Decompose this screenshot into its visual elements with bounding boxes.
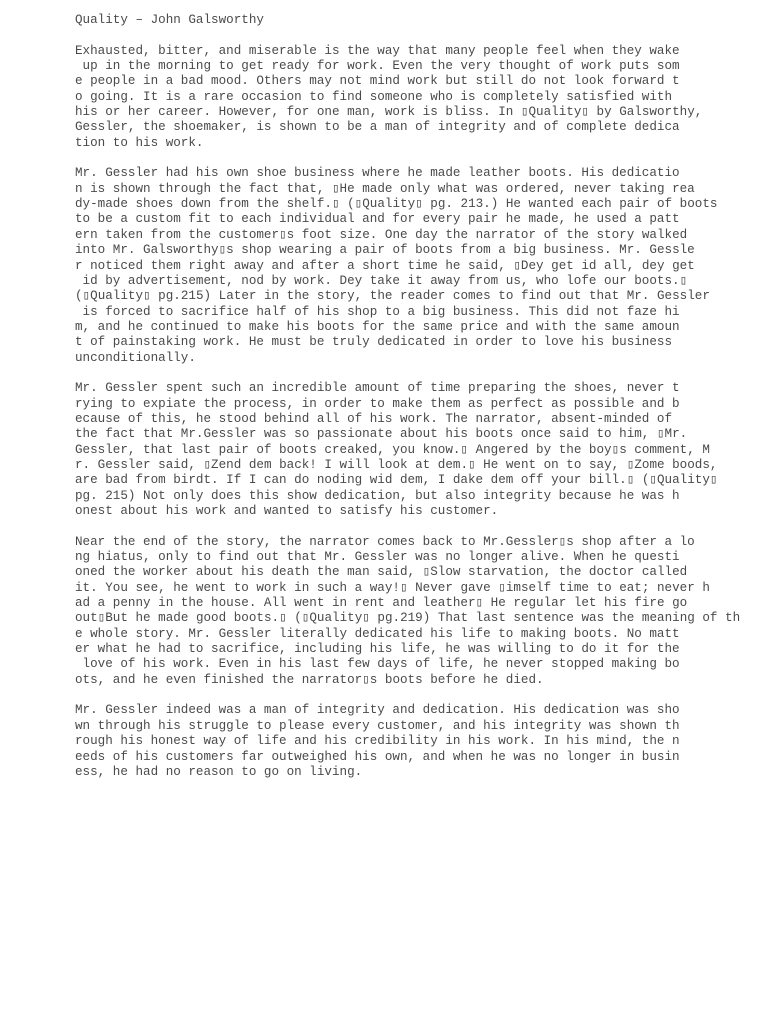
- paragraph-line: (▯Quality▯ pg.215) Later in the story, the reader comes to find out that Mr. Gessler: [75, 289, 710, 304]
- paragraph-line: r noticed them right away and after a short time he said, ▯Dey get id all, dey get: [75, 258, 695, 273]
- paragraph-line: onest about his work and wanted to satisfy his customer.: [75, 504, 499, 518]
- paragraph-line: pg. 215) Not only does this show dedication, but also integrity because he was h: [75, 488, 680, 503]
- paragraph-line: unconditionally.: [75, 350, 196, 365]
- paragraph-line: r. Gessler said, ▯Zend dem back! I will look at dem.▯ He went on to say, ▯Zome boods,: [75, 457, 718, 472]
- paragraph-line: ots, and he even finished the narrator▯s boots before he died.: [75, 672, 544, 687]
- document-title: Quality – John Galsworthy: [75, 13, 264, 27]
- paragraph-line: the fact that Mr.Gessler was so passionate about his boots once said to him, ▯Mr.: [75, 427, 688, 442]
- paragraph-line: Gessler, the shoemaker, is shown to be a man of integrity and of complete dedica: [75, 120, 680, 135]
- paragraph-line: er what he had to sacrifice, including his life, he was willing to do it for the: [75, 642, 680, 657]
- paragraph-line: o going. It is a rare occasion to find someone who is completely satisfied with: [75, 89, 673, 104]
- paragraph-spacer: [75, 688, 755, 703]
- paragraph: [75, 44, 755, 151]
- paragraph-list: [75, 44, 755, 781]
- paragraph-line: ad a penny in the house. All went in rent and leather▯ He regular let his fire go: [75, 596, 688, 611]
- paragraph-line: ecause of this, he stood behind all of his work. The narrator, absent-minded of: [75, 411, 673, 426]
- document-body: [75, 13, 755, 780]
- paragraph-line: is forced to sacrifice half of his shop to a big business. This did not faze hi: [75, 304, 680, 319]
- paragraph-line: wn through his struggle to please every customer, and his integrity was shown th: [75, 718, 680, 733]
- paragraph-line: out▯But he made good boots.▯ (▯Quality▯ pg.219) That last sentence was the meaning of th: [75, 611, 741, 626]
- paragraph-line: ess, he had no reason to go on living.: [75, 764, 363, 779]
- paragraph-line: t of painstaking work. He must be truly dedicated in order to love his business: [75, 335, 673, 350]
- paragraph-line: Mr. Gessler spent such an incredible amount of time preparing the shoes, never t: [75, 381, 680, 396]
- paragraph-line: rough his honest way of life and his credibility in his work. In his mind, the n: [75, 734, 680, 749]
- paragraph-line: tion to his work.: [75, 135, 204, 150]
- paragraph-line: oned the worker about his death the man said, ▯Slow starvation, the doctor called: [75, 565, 688, 580]
- paragraph-line: Near the end of the story, the narrator comes back to Mr.Gessler▯s shop after a lo: [75, 534, 695, 549]
- paragraph-line: to be a custom fit to each individual and for every pair he made, he used a patt: [75, 212, 680, 227]
- paragraph-line: dy-made shoes down from the shelf.▯ (▯Quality▯ pg. 213.) He wanted each pair of boots: [75, 197, 718, 212]
- paragraph-line: e people in a bad mood. Others may not mind work but still do not look forward t: [75, 74, 680, 89]
- paragraph-line: are bad from birdt. If I can do noding wid dem, I dake dem off your bill.▯ (▯Quality▯: [75, 473, 718, 488]
- paragraph-line: it. You see, he went to work in such a way!▯ Never gave ▯imself time to eat; never h: [75, 580, 710, 595]
- paragraph-line: id by advertisement, nod by work. Dey take it away from us, who lofe our boots.▯: [75, 273, 688, 288]
- paragraph: [75, 166, 755, 365]
- paragraph-line: e whole story. Mr. Gessler literally dedicated his life to making boots. No matt: [75, 626, 680, 641]
- paragraph-line: love of his work. Even in his last few days of life, he never stopped making bo: [75, 657, 680, 672]
- paragraph-spacer: [75, 151, 755, 166]
- paragraph-line: n is shown through the fact that, ▯He made only what was ordered, never taking rea: [75, 181, 695, 196]
- paragraph-line: up in the morning to get ready for work. Even the very thought of work puts som: [75, 59, 680, 74]
- paragraph: [75, 381, 755, 519]
- paragraph-line: ern taken from the customer▯s foot size. One day the narrator of the story walked: [75, 227, 688, 242]
- paragraph-line: his or her career. However, for one man, work is bliss. In ▯Quality▯ by Galsworthy,: [75, 105, 703, 120]
- paragraph: [75, 703, 755, 780]
- paragraph-line: eeds of his customers far outweighed his own, and when he was no longer in busin: [75, 749, 680, 764]
- paragraph-line: rying to expiate the process, in order to make them as perfect as possible and b: [75, 396, 680, 411]
- paragraph-spacer: [75, 519, 755, 534]
- paragraph-spacer: [75, 366, 755, 381]
- paragraph-line: Gessler, that last pair of boots creaked, you know.▯ Angered by the boy▯s comment, M: [75, 442, 710, 457]
- paragraph-line: m, and he continued to make his boots for the same price and with the same amoun: [75, 319, 680, 334]
- paragraph-line: Mr. Gessler had his own shoe business where he made leather boots. His dedicatio: [75, 166, 680, 181]
- paragraph-line: ng hiatus, only to find out that Mr. Gessler was no longer alive. When he questi: [75, 550, 680, 565]
- paragraph: [75, 535, 755, 688]
- paragraph-line: Exhausted, bitter, and miserable is the way that many people feel when they wake: [75, 43, 680, 58]
- paragraph-line: into Mr. Galsworthy▯s shop wearing a pair of boots from a big business. Mr. Gessle: [75, 243, 695, 258]
- paragraph-line: Mr. Gessler indeed was a man of integrity and dedication. His dedication was sho: [75, 703, 680, 718]
- paragraph-spacer: [75, 28, 755, 43]
